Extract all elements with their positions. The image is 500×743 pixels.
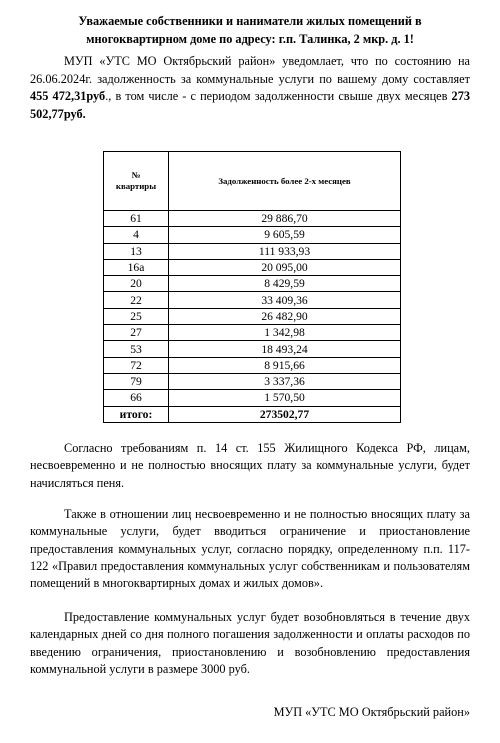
apartment-cell: 72 bbox=[104, 357, 169, 373]
debt-cell: 18 493,24 bbox=[169, 341, 401, 357]
table-row bbox=[104, 390, 401, 406]
table-row bbox=[104, 243, 401, 259]
apartment-cell: 25 bbox=[104, 308, 169, 324]
debt-cell: 33 409,36 bbox=[169, 292, 401, 308]
table-row bbox=[104, 259, 401, 275]
apartment-cell: 20 bbox=[104, 276, 169, 292]
apartment-cell: 61 bbox=[104, 211, 169, 227]
intro-text-start: МУП «УТС МО Октябрьский район» уведомлает, что по состоянию на 26.06.2024г. задолженность за коммунальные услуги по вашему дому составляет bbox=[30, 54, 470, 86]
restoration-paragraph: Предоставление коммунальных услуг будет возобновляться в течение двух календарных дней со дня полного погашения задолженности и оплаты расходов по введению ограничения, приостановлению и возобновлению предоставления коммунальной услуги в размере 3000 руб. bbox=[30, 610, 470, 676]
title-line-2: многоквартирном доме по адресу: г.п. Талинка, 2 мкр. д. 1! bbox=[86, 32, 414, 46]
apartment-cell: 53 bbox=[104, 341, 169, 357]
table-row bbox=[104, 308, 401, 324]
notice-title bbox=[30, 12, 470, 48]
total-value-cell: 273502,77 bbox=[169, 406, 401, 422]
debt-cell: 20 095,00 bbox=[169, 259, 401, 275]
total-debt-amount: 455 472,31руб bbox=[30, 89, 106, 103]
table-row bbox=[104, 211, 401, 227]
debt-cell: 8 429,59 bbox=[169, 276, 401, 292]
debt-cell: 29 886,70 bbox=[169, 211, 401, 227]
table-row bbox=[104, 227, 401, 243]
debt-cell: 111 933,93 bbox=[169, 243, 401, 259]
debt-cell: 1 342,98 bbox=[169, 325, 401, 341]
debt-table bbox=[103, 151, 401, 423]
table-row bbox=[104, 325, 401, 341]
table-row bbox=[104, 373, 401, 389]
debt-cell: 26 482,90 bbox=[169, 308, 401, 324]
intro-text-middle: ., в том числе - с периодом задолженности свыше двух месяцев bbox=[105, 89, 452, 103]
table-header-row bbox=[104, 152, 401, 211]
intro-paragraph bbox=[30, 53, 470, 123]
total-label-cell: итого: bbox=[104, 406, 169, 422]
apartment-column-header bbox=[104, 152, 169, 211]
title-line-1: Уважаемые собственники и наниматели жилых помещений в bbox=[78, 14, 422, 28]
penalty-paragraph: Согласно требованиям п. 14 ст. 155 Жилищного Кодекса РФ, лицам, несвоевременно и не полностью вносящих плату за коммунальные услуги, будет начисляться пеня. bbox=[30, 441, 470, 490]
apartment-cell: 16а bbox=[104, 259, 169, 275]
debt-cell: 3 337,36 bbox=[169, 373, 401, 389]
apartment-cell: 13 bbox=[104, 243, 169, 259]
table-row bbox=[104, 341, 401, 357]
apartment-cell: 27 bbox=[104, 325, 169, 341]
apartment-cell: 4 bbox=[104, 227, 169, 243]
debt-cell: 9 605,59 bbox=[169, 227, 401, 243]
apartment-header-line-1: № bbox=[131, 170, 141, 180]
table-row bbox=[104, 357, 401, 373]
overdue-debt-amount: 273 502,77руб bbox=[30, 89, 470, 121]
signature: МУП «УТС МО Октябрьский район» bbox=[273, 705, 470, 719]
restriction-paragraph: Также в отношении лиц несвоевременно и не полностью вносящих плату за коммунальные услуги, будет вводиться ограничение и приостановление предоставления коммунальных услуг, согласно порядку, определенному п.п. 117-122 «Правил предоставления коммунальных услуг собственникам и пользователям помещений в многоквартирных домах и жилых домов». bbox=[30, 507, 470, 591]
apartment-cell: 22 bbox=[104, 292, 169, 308]
debt-cell: 8 915,66 bbox=[169, 357, 401, 373]
debt-cell: 1 570,50 bbox=[169, 390, 401, 406]
debt-column-header: Задолженность более 2-х месяцев bbox=[169, 152, 401, 211]
intro-text-end: . bbox=[82, 106, 86, 121]
table-total-row bbox=[104, 406, 401, 422]
table-row bbox=[104, 292, 401, 308]
table-row bbox=[104, 276, 401, 292]
apartment-header-line-2: квартиры bbox=[115, 181, 157, 191]
apartment-cell: 66 bbox=[104, 390, 169, 406]
apartment-cell: 79 bbox=[104, 373, 169, 389]
